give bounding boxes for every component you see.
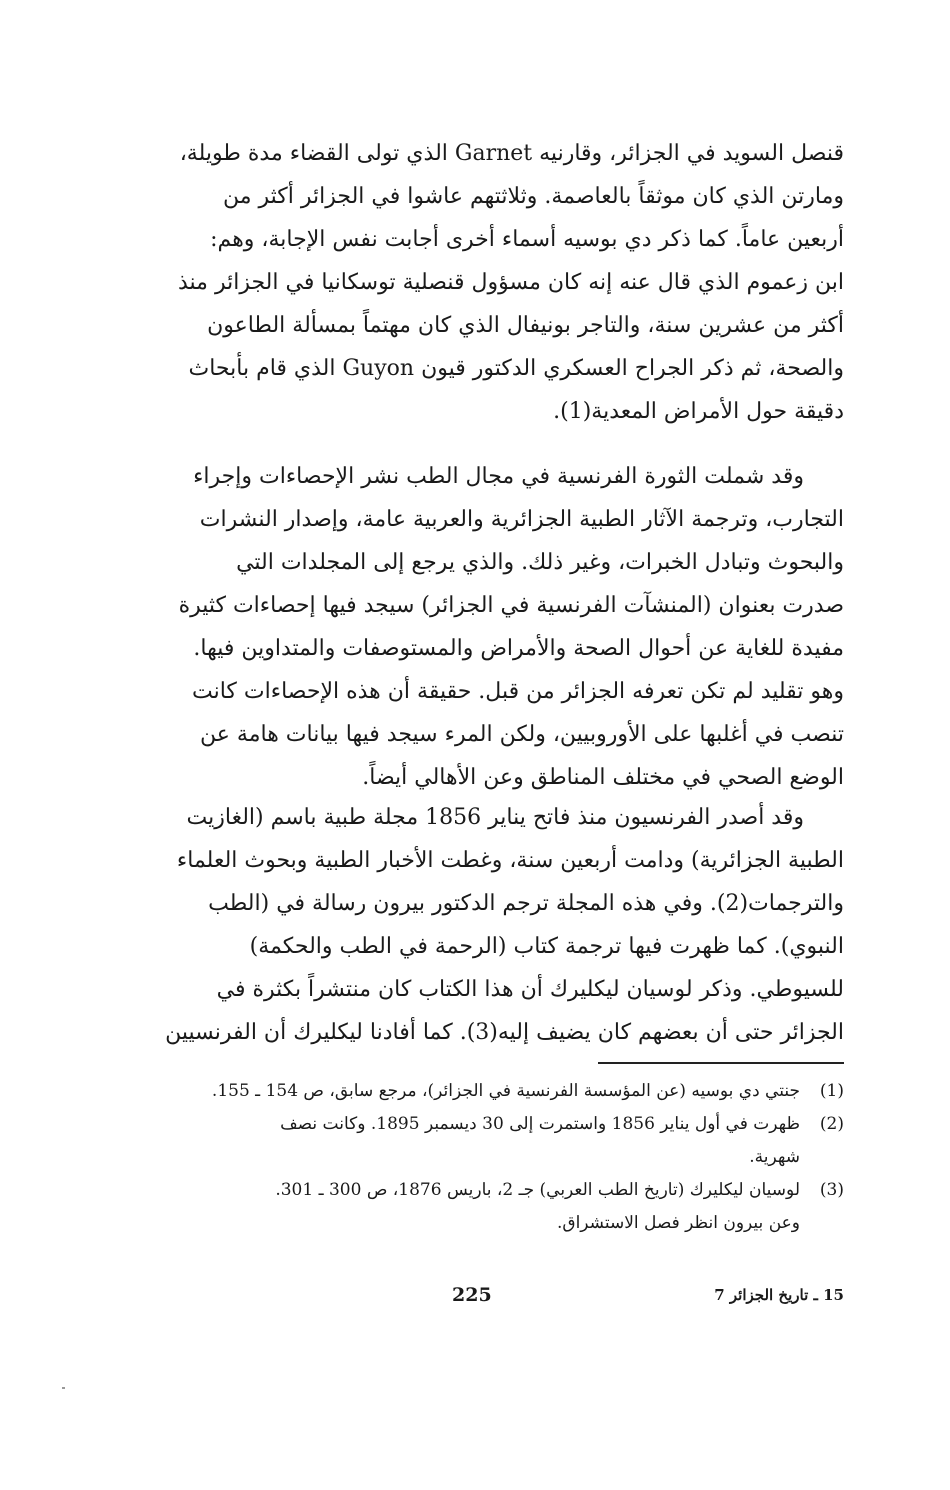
- paragraph-line: ومارتن الذي كان موثقاً بالعاصمة. وثلاثتهم عاشوا في الجزائر أكثر من: [222, 184, 844, 209]
- footnote-number: (2): [819, 1114, 844, 1134]
- paragraph-line: التجارب، وترجمة الآثار الطبية الجزائرية والعربية عامة، وإصدار النشرات: [199, 507, 844, 532]
- paragraph-line: الوضع الصحي في مختلف المناطق وعن الأهالي أيضاً.: [362, 765, 844, 790]
- scan-speck: [62, 1387, 65, 1389]
- paragraph-line: تنصب في أغلبها على الأوروبيين، ولكن المرء سيجد فيها بيانات هامة عن: [200, 722, 844, 747]
- footnote-line: جنتي دي بوسيه (عن المؤسسة الفرنسية في الجزائر)، مرجع سابق، ص 154 ـ 155.: [211, 1081, 800, 1101]
- footnote-item: [128, 1075, 844, 1108]
- footnote-line: وعن بيرون انظر فصل الاستشراق.: [556, 1213, 800, 1233]
- paragraph-line: والصحة، ثم ذكر الجراح العسكري الدكتور قيون Guyon الذي قام بأبحاث: [188, 356, 844, 381]
- paragraph-line: والترجمات(2). وفي هذه المجلة ترجم الدكتور بيرون رسالة في (الطب: [208, 891, 844, 916]
- paragraph-line: وقد أصدر الفرنسيون منذ فاتح يناير 1856 مجلة طبية باسم (الغازيت: [186, 805, 804, 830]
- footnote-text: [128, 1108, 800, 1174]
- paragraph-line: أكثر من عشرين سنة، والتاجر بونيفال الذي كان مهتماً بمسألة الطاعون: [207, 313, 844, 338]
- paragraph-line: مفيدة للغاية عن أحوال الصحة والأمراض والمستوصفات والمتداوين فيها.: [193, 636, 844, 661]
- paragraph-line: للسيوطي. وذكر لوسيان ليكليرك أن هذا الكتاب كان منتشراً بكثرة في: [216, 977, 844, 1002]
- footnote-item: [128, 1174, 844, 1240]
- footnote-text: [128, 1075, 800, 1108]
- footnote-divider: [598, 1062, 844, 1064]
- paragraph-line: ابن زعموم الذي قال عنه إنه كان مسؤول قنصلية توسكانيا في الجزائر منذ: [178, 270, 844, 295]
- paragraph-2: [128, 455, 844, 799]
- footnote-number: (1): [819, 1081, 844, 1101]
- page-footer: [0, 1284, 950, 1314]
- paragraph-line: وهو تقليد لم تكن تعرفه الجزائر من قبل. حقيقة أن هذه الإحصاءات كانت: [192, 679, 844, 704]
- footnotes: [128, 1075, 844, 1240]
- paragraph-line: الجزائر حتى أن بعضهم كان يضيف إليه(3). كما أفادنا ليكليرك أن الفرنسيين: [165, 1020, 844, 1045]
- paragraph-line: والبحوث وتبادل الخبرات، وغير ذلك. والذي يرجع إلى المجلدات التي: [236, 550, 844, 575]
- paragraph-line: الطبية الجزائرية) ودامت أربعين سنة، وغطت الأخبار الطبية وبحوث العلماء: [176, 848, 844, 873]
- footnote-line: ظهرت في أول يناير 1856 واستمرت إلى 30 ديسمبر 1895. وكانت نصف: [280, 1114, 800, 1134]
- footnote-number: (3): [819, 1180, 844, 1200]
- signature-mark: 15 ـ تاريخ الجزائر 7: [714, 1286, 844, 1304]
- paragraph-line: وقد شملت الثورة الفرنسية في مجال الطب نشر الإحصاءات وإجراء: [193, 464, 804, 489]
- paragraph-line: دقيقة حول الأمراض المعدية(1).: [553, 399, 844, 424]
- paragraph-line: النبوي). كما ظهرت فيها ترجمة كتاب (الرحمة في الطب والحكمة): [249, 934, 844, 959]
- footnote-line: لوسيان ليكليرك (تاريخ الطب العربي) جـ 2، باريس 1876، ص 300 ـ 301.: [275, 1180, 800, 1200]
- paragraph-line: صدرت بعنوان (المنشآت الفرنسية في الجزائر) سيجد فيها إحصاءات كثيرة: [178, 593, 844, 618]
- paragraph-line: أربعين عاماً. كما ذكر دي بوسيه أسماء أخرى أجابت نفس الإجابة، وهم:: [210, 227, 844, 252]
- page-number: 225: [452, 1284, 492, 1306]
- footnote-line: شهرية.: [749, 1147, 800, 1167]
- paragraph-1: [128, 132, 844, 433]
- footnote-item: [128, 1108, 844, 1174]
- footnote-text: [128, 1174, 800, 1240]
- paragraph-3: [128, 796, 844, 1054]
- paragraph-line: قنصل السويد في الجزائر، وقارنيه Garnet الذي تولى القضاء مدة طويلة،: [179, 141, 844, 166]
